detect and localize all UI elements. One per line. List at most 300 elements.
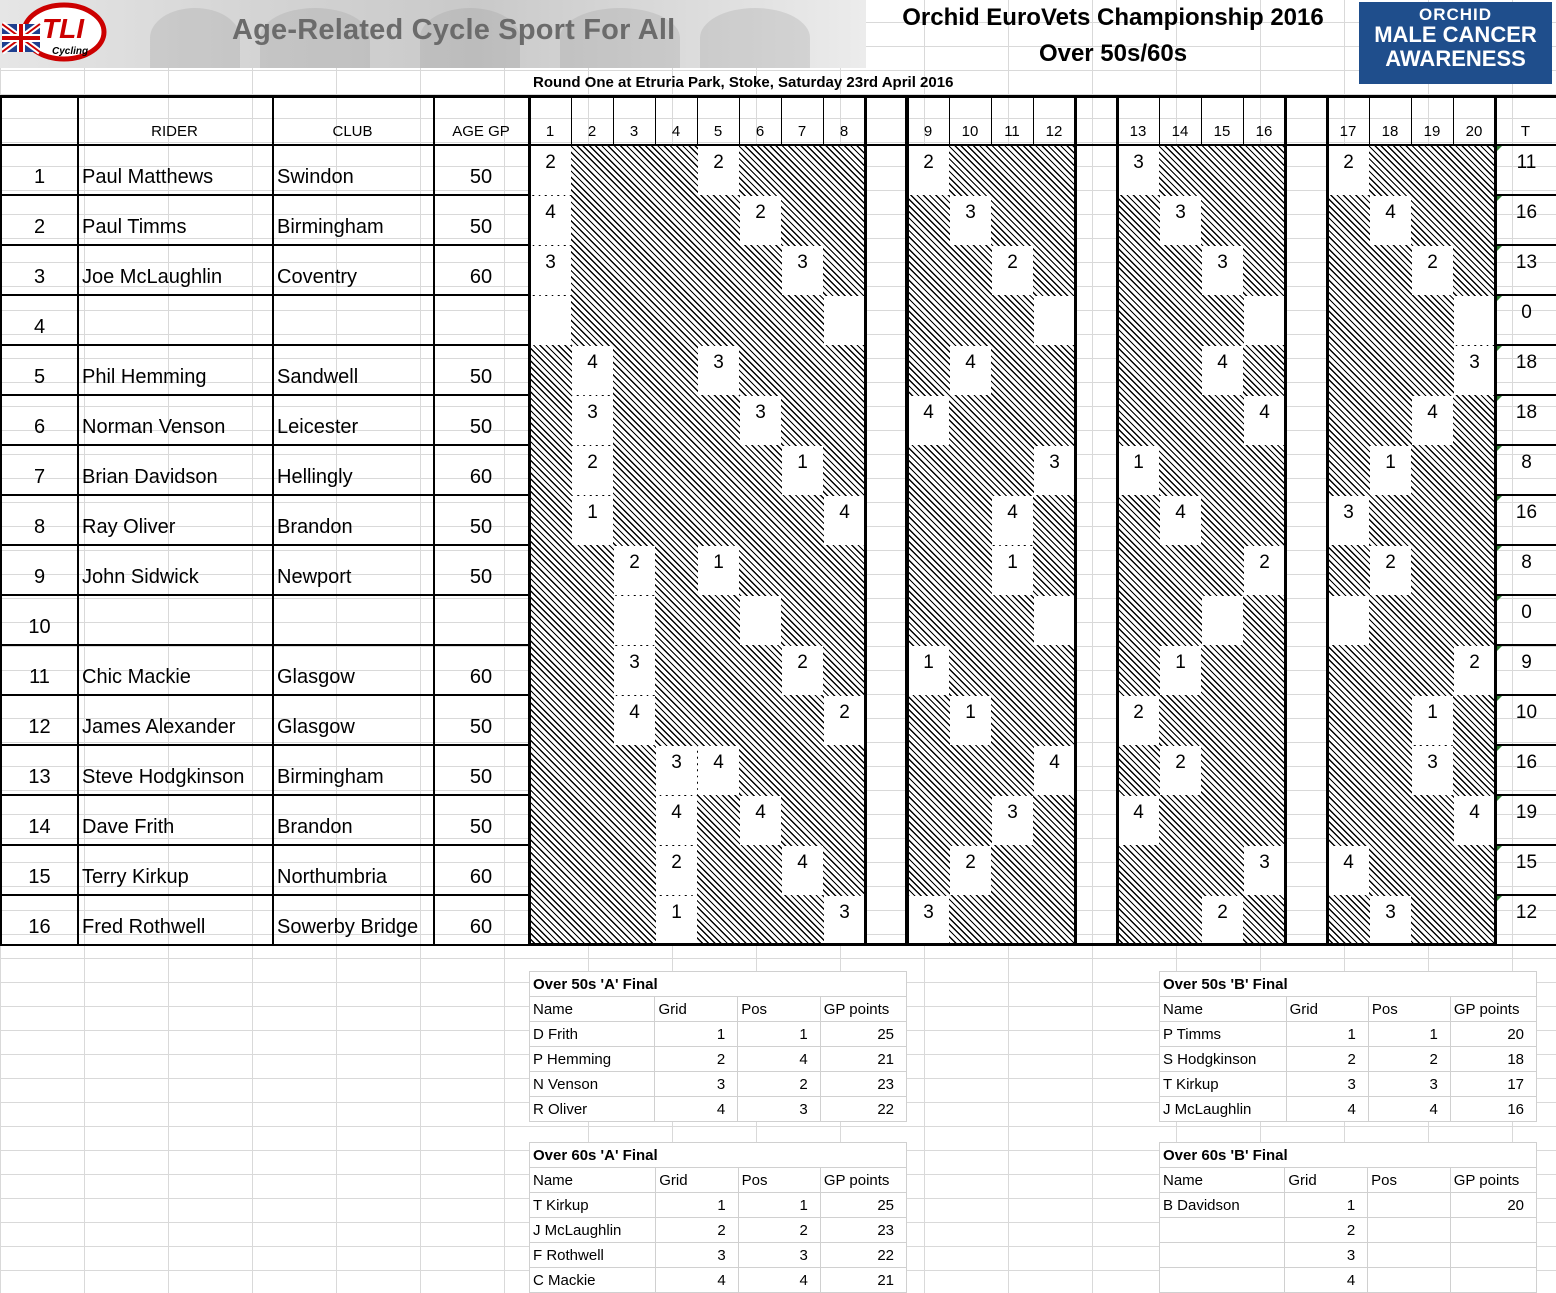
row-divider bbox=[0, 344, 529, 346]
cell-comment-marker bbox=[1497, 296, 1502, 301]
heat-score-cell: 3 bbox=[950, 196, 991, 245]
final-grid: 3 bbox=[655, 1072, 738, 1097]
row-divider-total bbox=[1495, 294, 1556, 296]
rider-name: James Alexander bbox=[82, 716, 236, 738]
final-rider-name: R Oliver bbox=[530, 1097, 655, 1122]
rider-total: 16 bbox=[1515, 202, 1538, 223]
heat-score-cell: 4 bbox=[698, 746, 739, 795]
column-divider bbox=[272, 95, 274, 945]
column-divider-thick bbox=[1326, 95, 1329, 945]
rider-name: Chic Mackie bbox=[82, 666, 191, 688]
heat-9-column-header: 9 bbox=[923, 123, 933, 140]
final-gp-points bbox=[1450, 1243, 1536, 1268]
heat-score-cell: 3 bbox=[1412, 746, 1453, 795]
heat-score-cell: 2 bbox=[1160, 746, 1201, 795]
heat-score-cell: 3 bbox=[1034, 446, 1075, 495]
final-grid: 4 bbox=[655, 1097, 738, 1122]
round-subtitle: Round One at Etruria Park, Stoke, Saturday 23rd April 2016 bbox=[533, 74, 954, 91]
final-column-header: Pos bbox=[738, 1168, 820, 1193]
heat-score-cell: 3 bbox=[1244, 846, 1285, 895]
rider-name: Steve Hodgkinson bbox=[82, 766, 245, 788]
heat-14-column-header: 14 bbox=[1171, 123, 1189, 140]
heat-score-cell: 4 bbox=[572, 346, 613, 395]
final-position bbox=[1368, 1218, 1451, 1243]
final-table-over50-b bbox=[1159, 971, 1537, 1122]
heat-6-column-header: 6 bbox=[755, 123, 765, 140]
heat-7-column-header: 7 bbox=[797, 123, 807, 140]
row-divider bbox=[0, 394, 529, 396]
final-column-header: Name bbox=[530, 1168, 656, 1193]
row-divider bbox=[0, 244, 529, 246]
rider-number: 2 bbox=[33, 216, 46, 238]
rider-age-group: 60 bbox=[469, 266, 493, 288]
final-grid: 4 bbox=[1285, 1268, 1368, 1293]
row-divider bbox=[0, 794, 529, 796]
rider-age-group: 50 bbox=[469, 166, 493, 188]
cell-comment-marker bbox=[1497, 596, 1502, 601]
row-divider bbox=[0, 144, 529, 146]
heat-score-cell: 1 bbox=[908, 646, 949, 695]
rider-club: Hellingly bbox=[277, 466, 353, 488]
heat-score-cell: 4 bbox=[992, 496, 1033, 545]
heat-score-cell: 2 bbox=[530, 146, 571, 195]
rider-name: John Sidwick bbox=[82, 566, 199, 588]
rider-column-header: RIDER bbox=[151, 123, 198, 140]
heat-11-column-header: 11 bbox=[1004, 123, 1020, 140]
grid-top-border bbox=[0, 95, 1556, 98]
rider-total: 8 bbox=[1521, 552, 1532, 573]
final-gp-points: 22 bbox=[820, 1097, 906, 1122]
heat-score-cell: 4 bbox=[950, 346, 991, 395]
final-rider-name: B Davidson bbox=[1160, 1193, 1285, 1218]
rider-club: Coventry bbox=[277, 266, 358, 288]
cell-comment-marker bbox=[1497, 196, 1502, 201]
row-divider-total bbox=[1495, 194, 1556, 196]
age-column-header: AGE GP bbox=[452, 123, 510, 140]
row-divider-total bbox=[1495, 344, 1556, 346]
page-title: Orchid EuroVets Championship 2016 bbox=[902, 4, 1324, 31]
row-divider-total bbox=[1495, 594, 1556, 596]
final-title: Over 60s 'B' Final bbox=[1160, 1143, 1537, 1168]
final-rider-name: N Venson bbox=[530, 1072, 655, 1097]
page-subtitle-category: Over 50s/60s bbox=[1038, 40, 1188, 67]
final-column-header: Grid bbox=[1286, 997, 1368, 1022]
heat-score-cell: 1 bbox=[572, 496, 613, 545]
rider-age-group: 50 bbox=[469, 366, 493, 388]
final-rider-name: F Rothwell bbox=[530, 1243, 656, 1268]
heat-score-cell bbox=[1454, 296, 1495, 345]
heat-score-cell bbox=[1034, 296, 1075, 345]
heat-score-cell: 3 bbox=[1370, 896, 1411, 945]
rider-total: 10 bbox=[1515, 702, 1538, 723]
rider-age-group: 60 bbox=[469, 866, 493, 888]
heat-score-cell: 4 bbox=[656, 796, 697, 845]
final-grid: 1 bbox=[1286, 1022, 1368, 1047]
heat-10-column-header: 10 bbox=[961, 123, 979, 140]
final-gp-points: 25 bbox=[820, 1022, 906, 1047]
row-divider-total bbox=[1495, 244, 1556, 246]
heat-score-cell: 3 bbox=[1328, 496, 1369, 545]
rider-name: Phil Hemming bbox=[82, 366, 207, 388]
total-column-header: T bbox=[1520, 123, 1531, 140]
heat-score-cell bbox=[530, 296, 571, 345]
rider-number: 6 bbox=[33, 416, 46, 438]
heat-score-cell: 1 bbox=[1370, 446, 1411, 495]
cell-comment-marker bbox=[1497, 446, 1502, 451]
heat-score-cell: 2 bbox=[1328, 146, 1369, 195]
heat-score-cell: 4 bbox=[1202, 346, 1243, 395]
row-divider bbox=[0, 944, 529, 946]
rider-age-group: 50 bbox=[469, 716, 493, 738]
row-divider-total bbox=[1495, 444, 1556, 446]
heat-score-cell: 3 bbox=[782, 246, 823, 295]
cell-comment-marker bbox=[1497, 546, 1502, 551]
final-position: 1 bbox=[738, 1193, 820, 1218]
heat-13-column-header: 13 bbox=[1129, 123, 1147, 140]
heat-20-column-header: 20 bbox=[1465, 123, 1483, 140]
column-divider-thick bbox=[1074, 95, 1077, 945]
final-gp-points: 25 bbox=[820, 1193, 906, 1218]
rider-age-group: 50 bbox=[469, 816, 493, 838]
final-column-header: Pos bbox=[1368, 1168, 1451, 1193]
row-divider bbox=[0, 544, 529, 546]
heat-score-cell: 3 bbox=[740, 396, 781, 445]
heat-score-cell: 4 bbox=[908, 396, 949, 445]
heat-5-column-header: 5 bbox=[713, 123, 723, 140]
final-gp-points: 23 bbox=[820, 1072, 906, 1097]
rider-number: 9 bbox=[33, 566, 46, 588]
rider-name: Ray Oliver bbox=[82, 516, 176, 538]
heat-15-column-header: 15 bbox=[1213, 123, 1231, 140]
heat-score-cell bbox=[824, 296, 865, 345]
final-column-header: Grid bbox=[655, 997, 738, 1022]
cell-comment-marker bbox=[1497, 696, 1502, 701]
row-divider-total bbox=[1495, 894, 1556, 896]
heat-17-column-header: 17 bbox=[1339, 123, 1357, 140]
final-grid: 1 bbox=[656, 1193, 738, 1218]
final-table-over60-a bbox=[529, 1142, 907, 1293]
heat-4-column-header: 4 bbox=[671, 123, 681, 140]
heat-score-cell: 4 bbox=[1370, 196, 1411, 245]
rider-club: Sandwell bbox=[277, 366, 359, 388]
heat-score-cell: 2 bbox=[1244, 546, 1285, 595]
heat-3-column-header: 3 bbox=[629, 123, 639, 140]
final-column-header: GP points bbox=[820, 1168, 906, 1193]
rider-number: 11 bbox=[29, 666, 50, 688]
heat-19-column-header: 19 bbox=[1423, 123, 1441, 140]
rider-number: 8 bbox=[33, 516, 46, 538]
heat-score-cell: 4 bbox=[1244, 396, 1285, 445]
rider-name: Fred Rothwell bbox=[82, 916, 206, 938]
rider-number: 7 bbox=[33, 466, 46, 488]
rider-name: Paul Timms bbox=[82, 216, 187, 238]
final-gp-points: 22 bbox=[820, 1243, 906, 1268]
row-divider-total bbox=[1495, 394, 1556, 396]
heat-score-cell bbox=[614, 596, 655, 645]
rider-club: Glasgow bbox=[277, 716, 355, 738]
final-position: 4 bbox=[1368, 1097, 1450, 1122]
cell-comment-marker bbox=[1497, 896, 1502, 901]
final-table-over50-a bbox=[529, 971, 907, 1122]
cell-comment-marker bbox=[1497, 146, 1502, 151]
final-position: 2 bbox=[1368, 1047, 1450, 1072]
rider-number: 5 bbox=[33, 366, 46, 388]
row-divider-total bbox=[1495, 144, 1556, 146]
final-grid: 3 bbox=[1286, 1072, 1368, 1097]
final-column-header: Name bbox=[1160, 1168, 1285, 1193]
cell-comment-marker bbox=[1497, 846, 1502, 851]
rider-age-group: 50 bbox=[469, 516, 493, 538]
final-position: 2 bbox=[738, 1218, 820, 1243]
tagline: Age-Related Cycle Sport For All bbox=[232, 14, 676, 46]
heat-score-cell: 2 bbox=[908, 146, 949, 195]
heat-score-cell: 3 bbox=[572, 396, 613, 445]
rider-club: Northumbria bbox=[277, 866, 388, 888]
rider-total: 19 bbox=[1515, 802, 1538, 823]
final-position: 2 bbox=[738, 1072, 821, 1097]
final-position: 3 bbox=[738, 1243, 820, 1268]
final-position: 4 bbox=[738, 1268, 820, 1293]
final-grid: 3 bbox=[656, 1243, 738, 1268]
heat-score-cell: 2 bbox=[950, 846, 991, 895]
row-divider bbox=[0, 594, 529, 596]
final-column-header: GP points bbox=[1450, 997, 1536, 1022]
final-grid: 1 bbox=[655, 1022, 738, 1047]
cell-comment-marker bbox=[1497, 496, 1502, 501]
svg-text:TLI: TLI bbox=[42, 13, 84, 44]
rider-name: Dave Frith bbox=[82, 816, 175, 838]
heat-score-cell: 3 bbox=[908, 896, 949, 945]
results-grid bbox=[0, 95, 1556, 946]
rider-total: 0 bbox=[1521, 602, 1532, 623]
heat-score-cell: 3 bbox=[530, 246, 571, 295]
final-table bbox=[1159, 1142, 1537, 1293]
final-grid: 3 bbox=[1285, 1243, 1368, 1268]
heat-score-cell: 2 bbox=[740, 196, 781, 245]
heat-score-cell: 3 bbox=[698, 346, 739, 395]
heat-score-cell: 2 bbox=[1454, 646, 1495, 695]
final-column-header: Pos bbox=[738, 997, 821, 1022]
heat-12-column-header: 12 bbox=[1045, 123, 1063, 140]
heat-score-cell: 2 bbox=[1202, 896, 1243, 945]
final-rider-name: T Kirkup bbox=[530, 1193, 656, 1218]
final-rider-name: J McLaughlin bbox=[1160, 1097, 1287, 1122]
rider-number: 13 bbox=[28, 766, 51, 788]
heat-score-cell: 1 bbox=[1160, 646, 1201, 695]
final-gp-points: 20 bbox=[1450, 1022, 1536, 1047]
row-divider bbox=[0, 744, 529, 746]
rider-number: 16 bbox=[28, 916, 51, 938]
svg-text:Cycling: Cycling bbox=[52, 46, 89, 57]
heat-1-column-header: 1 bbox=[545, 123, 555, 140]
rider-age-group: 60 bbox=[469, 666, 493, 688]
final-rider-name: P Hemming bbox=[530, 1047, 655, 1072]
heat-score-cell: 3 bbox=[1202, 246, 1243, 295]
row-divider-total bbox=[1495, 644, 1556, 646]
rider-club: Glasgow bbox=[277, 666, 355, 688]
heat-score-cell bbox=[1328, 596, 1369, 645]
rider-total: 9 bbox=[1521, 652, 1532, 673]
final-title: Over 50s 'B' Final bbox=[1160, 972, 1537, 997]
rider-name: Norman Venson bbox=[82, 416, 226, 438]
rider-total: 15 bbox=[1515, 852, 1538, 873]
heat-score-cell: 3 bbox=[614, 646, 655, 695]
final-grid: 4 bbox=[656, 1268, 738, 1293]
hatched-heat-block bbox=[907, 145, 1075, 945]
final-position bbox=[1368, 1193, 1451, 1218]
heat-score-cell: 4 bbox=[1454, 796, 1495, 845]
rider-total: 18 bbox=[1515, 352, 1538, 373]
rider-club: Leicester bbox=[277, 416, 359, 438]
cell-comment-marker bbox=[1497, 246, 1502, 251]
final-gp-points: 23 bbox=[820, 1218, 906, 1243]
heat-score-cell: 2 bbox=[1412, 246, 1453, 295]
cell-comment-marker bbox=[1497, 346, 1502, 351]
row-divider bbox=[0, 194, 529, 196]
final-rider-name: J McLaughlin bbox=[530, 1218, 656, 1243]
heat-score-cell: 2 bbox=[572, 446, 613, 495]
final-gp-points: 21 bbox=[820, 1047, 906, 1072]
heat-2-column-header: 2 bbox=[587, 123, 597, 140]
final-column-header: GP points bbox=[820, 997, 906, 1022]
heat-score-cell: 4 bbox=[824, 496, 865, 545]
final-rider-name: P Timms bbox=[1160, 1022, 1287, 1047]
final-rider-name: S Hodgkinson bbox=[1160, 1047, 1287, 1072]
grid-bottom-border bbox=[529, 943, 1495, 946]
orchid-logo-line3: AWARENESS bbox=[1385, 46, 1526, 71]
heat-score-cell: 2 bbox=[656, 846, 697, 895]
rider-number: 4 bbox=[33, 316, 46, 338]
rider-total: 16 bbox=[1515, 752, 1538, 773]
heat-18-column-header: 18 bbox=[1381, 123, 1399, 140]
heat-score-cell: 4 bbox=[1160, 496, 1201, 545]
row-divider-total bbox=[1495, 844, 1556, 846]
heat-score-cell: 3 bbox=[824, 896, 865, 945]
final-rider-name: T Kirkup bbox=[1160, 1072, 1287, 1097]
orchid-logo-line1: ORCHID bbox=[1418, 5, 1493, 24]
column-divider-thick bbox=[905, 95, 908, 945]
heat-score-cell: 3 bbox=[992, 796, 1033, 845]
rider-age-group: 60 bbox=[469, 916, 493, 938]
final-column-header: Grid bbox=[1285, 1168, 1368, 1193]
cell-comment-marker bbox=[1497, 746, 1502, 751]
rider-name: Brian Davidson bbox=[82, 466, 218, 488]
heat-score-cell: 2 bbox=[1118, 696, 1159, 745]
rider-club: Birmingham bbox=[277, 766, 384, 788]
heat-score-cell: 1 bbox=[992, 546, 1033, 595]
final-grid: 4 bbox=[1286, 1097, 1368, 1122]
rider-total: 18 bbox=[1515, 402, 1538, 423]
heat-score-cell: 4 bbox=[1412, 396, 1453, 445]
final-gp-points: 17 bbox=[1450, 1072, 1536, 1097]
cell-comment-marker bbox=[1497, 396, 1502, 401]
column-divider-thick bbox=[1284, 95, 1287, 945]
row-divider-total bbox=[1495, 494, 1556, 496]
row-divider bbox=[0, 444, 529, 446]
row-divider-total bbox=[1495, 794, 1556, 796]
heat-score-cell: 2 bbox=[782, 646, 823, 695]
final-grid: 1 bbox=[1285, 1193, 1368, 1218]
rider-number: 15 bbox=[28, 866, 51, 888]
final-table bbox=[1159, 971, 1537, 1122]
rider-club: Sowerby Bridge bbox=[277, 916, 419, 938]
final-column-header: Pos bbox=[1368, 997, 1450, 1022]
final-title: Over 60s 'A' Final bbox=[530, 1143, 907, 1168]
heat-score-cell: 2 bbox=[698, 146, 739, 195]
rider-number: 3 bbox=[33, 266, 46, 288]
heat-score-cell: 4 bbox=[1034, 746, 1075, 795]
heat-score-cell: 4 bbox=[530, 196, 571, 245]
heat-score-cell: 2 bbox=[992, 246, 1033, 295]
rider-age-group: 50 bbox=[469, 416, 493, 438]
final-table bbox=[529, 1142, 907, 1293]
heat-score-cell: 3 bbox=[1160, 196, 1201, 245]
heat-score-cell: 4 bbox=[1328, 846, 1369, 895]
orchid-logo bbox=[1359, 2, 1552, 84]
final-rider-name: D Frith bbox=[530, 1022, 655, 1047]
heat-score-cell: 1 bbox=[698, 546, 739, 595]
rider-name: Joe McLaughlin bbox=[82, 266, 223, 288]
final-position: 1 bbox=[1368, 1022, 1450, 1047]
heat-score-cell: 2 bbox=[1370, 546, 1411, 595]
final-gp-points: 18 bbox=[1450, 1047, 1536, 1072]
rider-age-group: 50 bbox=[469, 766, 493, 788]
heat-score-cell: 2 bbox=[824, 696, 865, 745]
rider-number: 10 bbox=[28, 616, 51, 638]
rider-name: Terry Kirkup bbox=[82, 866, 189, 888]
heat-score-cell: 1 bbox=[1118, 446, 1159, 495]
rider-total: 8 bbox=[1521, 452, 1532, 473]
rider-club: Swindon bbox=[277, 166, 354, 188]
row-divider-total bbox=[1495, 744, 1556, 746]
final-grid: 2 bbox=[655, 1047, 738, 1072]
final-position: 1 bbox=[738, 1022, 821, 1047]
rider-age-group: 50 bbox=[469, 566, 493, 588]
heat-score-cell: 4 bbox=[740, 796, 781, 845]
column-divider-thick bbox=[864, 95, 867, 945]
cell-comment-marker bbox=[1497, 796, 1502, 801]
heat-score-cell bbox=[740, 596, 781, 645]
rider-club: Brandon bbox=[277, 516, 353, 538]
rider-number: 12 bbox=[28, 716, 51, 738]
row-divider bbox=[0, 894, 529, 896]
rider-age-group: 50 bbox=[469, 216, 493, 238]
final-gp-points: 16 bbox=[1450, 1097, 1536, 1122]
final-position bbox=[1368, 1243, 1451, 1268]
final-rider-name bbox=[1160, 1243, 1285, 1268]
header-divider bbox=[529, 144, 1495, 146]
cell-comment-marker bbox=[1497, 646, 1502, 651]
rider-number: 1 bbox=[33, 166, 46, 188]
final-gp-points: 20 bbox=[1450, 1193, 1536, 1218]
rider-number: 14 bbox=[28, 816, 51, 838]
heat-score-cell: 1 bbox=[656, 896, 697, 945]
heat-score-cell bbox=[1244, 296, 1285, 345]
heat-16-column-header: 16 bbox=[1255, 123, 1273, 140]
heat-score-cell bbox=[1034, 596, 1075, 645]
final-column-header: GP points bbox=[1450, 1168, 1536, 1193]
heat-score-cell: 1 bbox=[1412, 696, 1453, 745]
row-divider bbox=[0, 644, 529, 646]
row-divider-total bbox=[1495, 944, 1556, 946]
heat-score-cell bbox=[1202, 596, 1243, 645]
final-position: 3 bbox=[1368, 1072, 1450, 1097]
rider-total: 0 bbox=[1521, 302, 1532, 323]
row-divider bbox=[0, 494, 529, 496]
final-column-header: Name bbox=[1160, 997, 1287, 1022]
heat-score-cell: 3 bbox=[656, 746, 697, 795]
heat-score-cell: 4 bbox=[614, 696, 655, 745]
